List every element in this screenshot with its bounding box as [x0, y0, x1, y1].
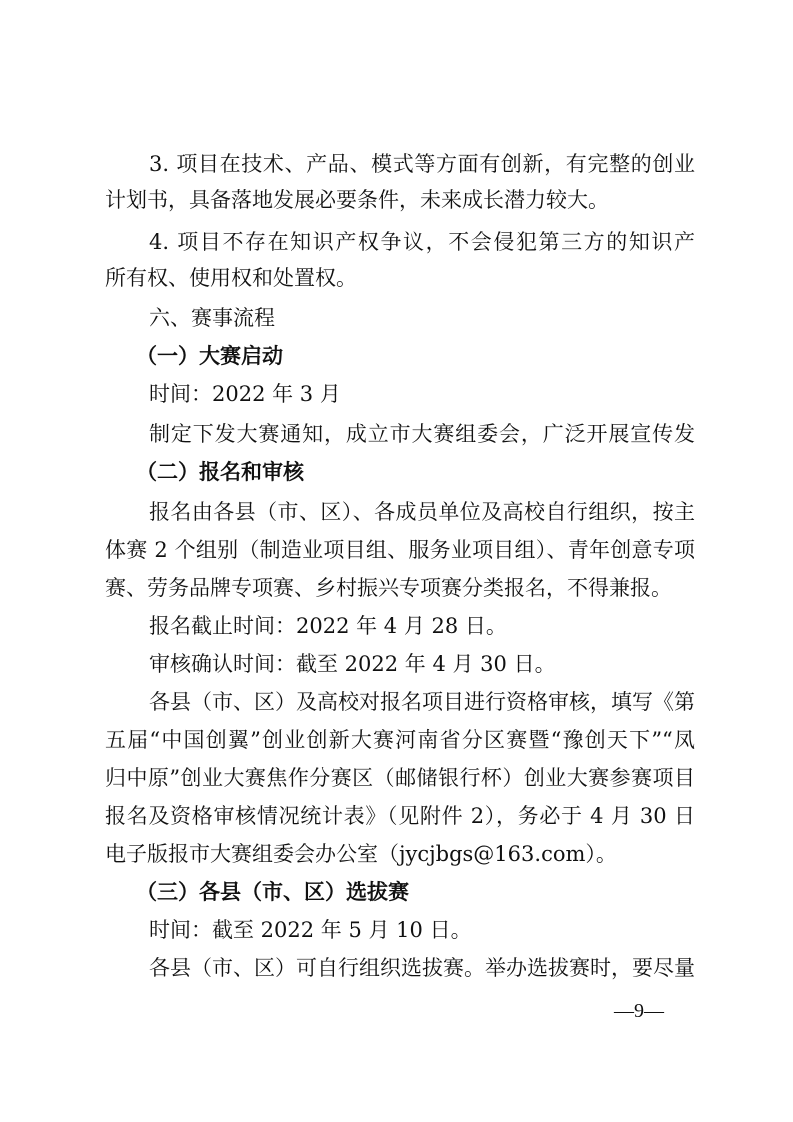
item-3-line-1: 3. 项目在技术、产品、模式等方面有创新，有完整的创业: [149, 152, 695, 176]
subsection-1-title: （一）大赛启动: [136, 344, 283, 368]
review-paragraph-line-5: 电子版报市大赛组委会办公室（jycjbgs@163.com）。: [105, 842, 617, 866]
subsection-3-time: 时间：截至 2022 年 5 月 10 日。: [149, 918, 472, 942]
item-3-line-2: 计划书，具备落地发展必要条件，未来成长潜力较大。: [105, 188, 609, 212]
registration-deadline: 报名截止时间：2022 年 4 月 28 日。: [149, 614, 507, 638]
item-4-line-2: 所有权、使用权和处置权。: [105, 266, 357, 290]
subsection-1-time: 时间：2022 年 3 月: [149, 382, 341, 406]
subsection-1-body: 制定下发大赛通知，成立市大赛组委会，广泛开展宣传发: [149, 422, 695, 446]
review-paragraph-line-4: 报名及资格审核情况统计表》（见附件 2），务必于 4 月 30 日: [105, 804, 695, 828]
page-number: —9—: [614, 1000, 664, 1022]
review-paragraph-line-3: 归中原”创业大赛焦作分赛区（邮储银行杯）创业大赛参赛项目: [105, 766, 695, 790]
item-4-line-1: 4. 项目不存在知识产权争议，不会侵犯第三方的知识产: [149, 230, 695, 254]
review-paragraph-line-1: 各县（市、区）及高校对报名项目进行资格审核，填写《第: [149, 690, 695, 714]
registration-paragraph-line-3: 赛、劳务品牌专项赛、乡村振兴专项赛分类报名，不得兼报。: [105, 576, 672, 600]
review-paragraph-line-2: 五届“中国创翼”创业创新大赛河南省分区赛暨“豫创天下”“凤: [105, 728, 695, 752]
subsection-3-body: 各县（市、区）可自行组织选拔赛。举办选拔赛时，要尽量: [149, 956, 695, 980]
registration-paragraph-line-1: 报名由各县（市、区）、各成员单位及高校自行组织，按主: [149, 500, 695, 524]
review-deadline: 审核确认时间：截至 2022 年 4 月 30 日。: [149, 652, 556, 676]
section-6-title: 六、赛事流程: [149, 306, 275, 330]
subsection-3-title: （三）各县（市、区）选拔赛: [136, 880, 409, 904]
registration-paragraph-line-2: 体赛 2 个组别（制造业项目组、服务业项目组）、青年创意专项: [105, 538, 695, 562]
subsection-2-title: （二）报名和审核: [136, 460, 304, 484]
